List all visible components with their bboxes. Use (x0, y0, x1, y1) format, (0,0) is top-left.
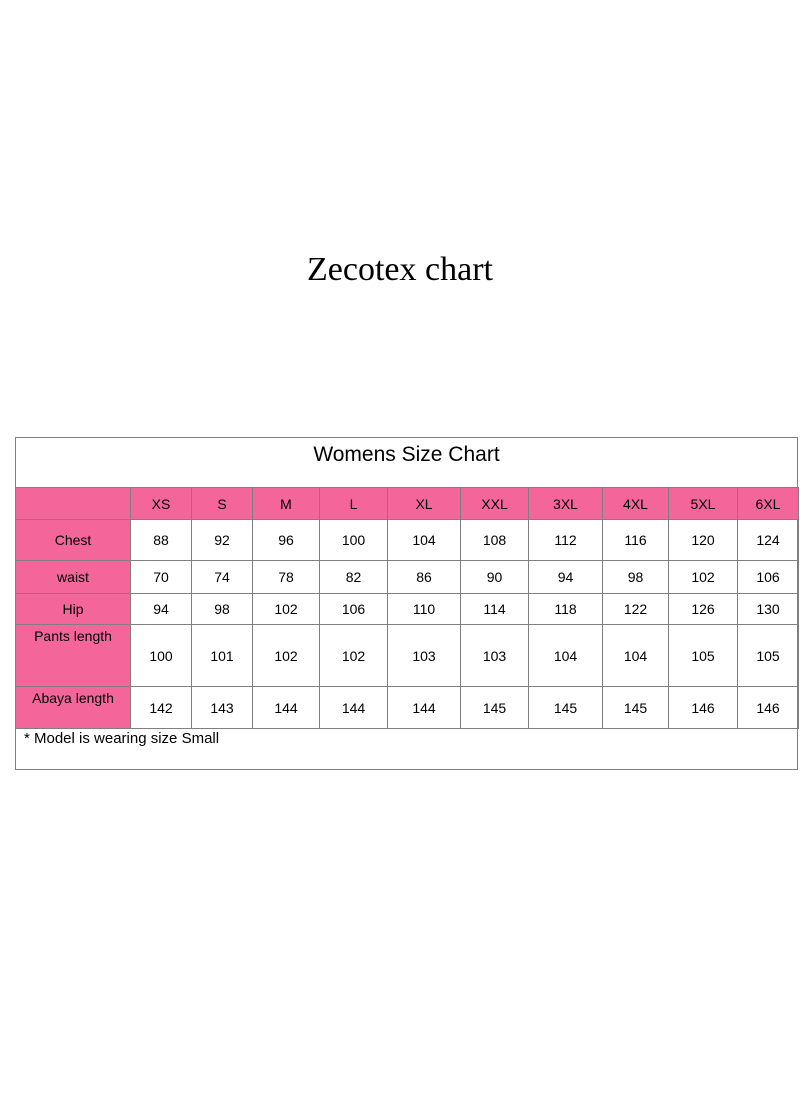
table-row (16, 687, 799, 729)
table-row (16, 561, 799, 594)
row-label-waist: waist (16, 561, 131, 594)
table-cell: 105 (738, 625, 799, 687)
size-chart-heading: Womens Size Chart (313, 443, 500, 466)
size-header-cell: 5XL (669, 488, 738, 520)
size-header-cell: 4XL (603, 488, 669, 520)
table-cell: 98 (192, 594, 253, 625)
table-cell: 146 (669, 687, 738, 729)
footnote: * Model is wearing size Small (24, 730, 220, 747)
table-row (16, 520, 799, 561)
table-cell: 144 (253, 687, 320, 729)
row-label-chest: Chest (16, 520, 131, 561)
table-cell: 102 (253, 625, 320, 687)
table-cell: 102 (320, 625, 388, 687)
row-label-hip: Hip (16, 594, 131, 625)
table-cell: 100 (320, 520, 388, 561)
table-row (16, 594, 799, 625)
table-cell: 120 (669, 520, 738, 561)
size-header-row (16, 488, 799, 520)
table-cell: 86 (388, 561, 461, 594)
size-header-cell: XXL (461, 488, 529, 520)
table-cell: 105 (669, 625, 738, 687)
table-cell: 142 (131, 687, 192, 729)
table-cell: 70 (131, 561, 192, 594)
corner-cell (16, 488, 131, 520)
size-header-cell: 6XL (738, 488, 799, 520)
table-cell: 90 (461, 561, 529, 594)
table-row (16, 625, 799, 687)
table-cell: 94 (529, 561, 603, 594)
table-cell: 74 (192, 561, 253, 594)
table-cell: 102 (669, 561, 738, 594)
table-cell: 104 (529, 625, 603, 687)
size-header-cell: L (320, 488, 388, 520)
table-cell: 114 (461, 594, 529, 625)
table-cell: 102 (253, 594, 320, 625)
table-cell: 118 (529, 594, 603, 625)
table-cell: 78 (253, 561, 320, 594)
table-cell: 101 (192, 625, 253, 687)
row-label-abaya-length: Abaya length (16, 687, 131, 729)
table-cell: 100 (131, 625, 192, 687)
size-header-cell: XS (131, 488, 192, 520)
page-title: Zecotex chart (307, 251, 493, 288)
table-cell: 106 (738, 561, 799, 594)
size-header-cell: S (192, 488, 253, 520)
table-cell: 104 (603, 625, 669, 687)
table-cell: 94 (131, 594, 192, 625)
size-header-cell: M (253, 488, 320, 520)
table-cell: 103 (461, 625, 529, 687)
size-table (15, 487, 799, 729)
table-cell: 82 (320, 561, 388, 594)
table-cell: 106 (320, 594, 388, 625)
table-cell: 144 (388, 687, 461, 729)
row-label-pants-length: Pants length (16, 625, 131, 687)
table-cell: 124 (738, 520, 799, 561)
size-header-cell: XL (388, 488, 461, 520)
table-cell: 145 (461, 687, 529, 729)
table-cell: 130 (738, 594, 799, 625)
table-cell: 145 (529, 687, 603, 729)
table-cell: 104 (388, 520, 461, 561)
table-cell: 112 (529, 520, 603, 561)
table-cell: 126 (669, 594, 738, 625)
table-cell: 98 (603, 561, 669, 594)
table-cell: 92 (192, 520, 253, 561)
table-cell: 143 (192, 687, 253, 729)
table-cell: 122 (603, 594, 669, 625)
table-cell: 103 (388, 625, 461, 687)
table-cell: 145 (603, 687, 669, 729)
table-cell: 108 (461, 520, 529, 561)
size-header-cell: 3XL (529, 488, 603, 520)
table-cell: 88 (131, 520, 192, 561)
table-cell: 110 (388, 594, 461, 625)
table-cell: 144 (320, 687, 388, 729)
table-cell: 116 (603, 520, 669, 561)
size-chart-box (15, 437, 798, 770)
table-cell: 96 (253, 520, 320, 561)
table-cell: 146 (738, 687, 799, 729)
